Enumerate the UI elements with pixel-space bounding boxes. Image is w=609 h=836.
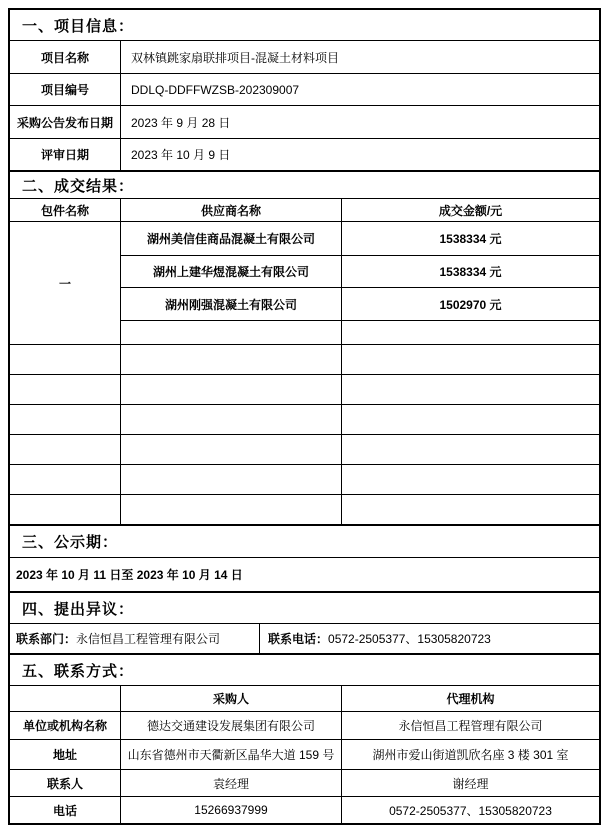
table-row-empty [10,494,599,524]
table-row-empty [120,320,599,344]
buyer-address: 山东省德州市天衢新区晶华大道 159 号 [120,740,341,769]
column-header-supplier: 供应商名称 [120,199,341,221]
supplier-name: 湖州美信佳商品混凝土有限公司 [120,222,341,255]
agency-org-name: 永信恒昌工程管理有限公司 [341,712,599,739]
table-row-empty [10,404,599,434]
column-header-package: 包件名称 [40,203,89,218]
objection-contact-row [10,623,599,653]
column-header-agency: 代理机构 [341,686,599,711]
table-row-empty [10,434,599,464]
address-row [10,739,599,769]
contact-header-row [10,685,599,711]
objection-phone-value: 0572-2505377、15305820723 [328,632,491,646]
objection-dept-cell [10,624,259,653]
phone-label: 电话 [52,803,77,818]
project-name-label: 项目名称 [40,50,89,65]
award-amount: 1502970 元 [341,288,599,320]
project-name-value: 双林镇跳家扇联排项目-混凝土材料项目 [120,41,599,73]
buyer-org-name: 德达交通建设发展集团有限公司 [120,712,341,739]
table-row-empty [10,374,599,404]
contact-header-empty [10,686,120,711]
results-header-row [10,198,599,221]
table-row-empty [10,344,599,374]
objection-phone-cell [259,624,599,653]
project-number-row [10,73,599,105]
announcement-document [8,8,601,825]
announcement-date-row [10,105,599,138]
org-name-row [10,711,599,739]
project-number-label: 项目编号 [40,83,89,97]
phone-row [10,796,599,823]
section1-title: 一、项目信息： [22,17,135,35]
objection-phone-label: 联系电话： [268,632,329,646]
project-number-value: DDLQ-DDFFWZSB-202309007 [120,74,599,105]
package-name-cell: 一 [58,276,71,291]
agency-phone: 0572-2505377、15305820723 [341,797,599,823]
project-name-row [10,40,599,73]
section2-title: 二、成交结果： [10,170,599,198]
column-header-amount: 成交金额/元 [341,199,599,221]
contact-person-row [10,769,599,796]
table-row-empty [10,464,599,494]
award-amount: 1538334 元 [341,222,599,255]
publicity-period-value: 2023 年 10 月 11 日至 2023 年 10 月 14 日 [16,568,243,582]
supplier-name-empty [120,321,341,344]
agency-address: 湖州市爱山街道凯欣名座 3 楼 301 室 [341,740,599,769]
review-date-label: 评审日期 [40,148,89,162]
section3-title: 三、公示期： [10,524,599,557]
table-row [120,255,599,288]
award-amount: 1538334 元 [341,256,599,288]
address-label: 地址 [52,748,77,762]
publicity-period-row [10,557,599,591]
table-row [120,222,599,255]
review-date-row [10,138,599,170]
announcement-date-value: 2023 年 9 月 28 日 [120,106,599,138]
award-amount-empty [341,321,599,344]
announcement-date-label: 采购公告发布日期 [16,115,113,130]
table-row [120,287,599,320]
org-name-label: 单位或机构名称 [22,719,107,733]
results-body [10,221,599,344]
agency-contact-person: 谢经理 [341,770,599,796]
column-header-buyer: 采购人 [120,686,341,711]
buyer-phone: 15266937999 [120,797,341,823]
objection-dept-value: 永信恒昌工程管理有限公司 [76,632,221,646]
objection-dept-label: 联系部门： [16,632,77,646]
review-date-value: 2023 年 10 月 9 日 [120,139,599,170]
results-span-area [120,222,599,344]
supplier-name: 湖州刚强混凝土有限公司 [120,288,341,320]
contact-person-label: 联系人 [46,776,83,791]
section5-title: 五、联系方式： [10,653,599,685]
supplier-name: 湖州上建华煜混凝土有限公司 [120,256,341,288]
buyer-contact-person: 袁经理 [120,770,341,796]
section4-title: 四、提出异议： [10,591,599,623]
